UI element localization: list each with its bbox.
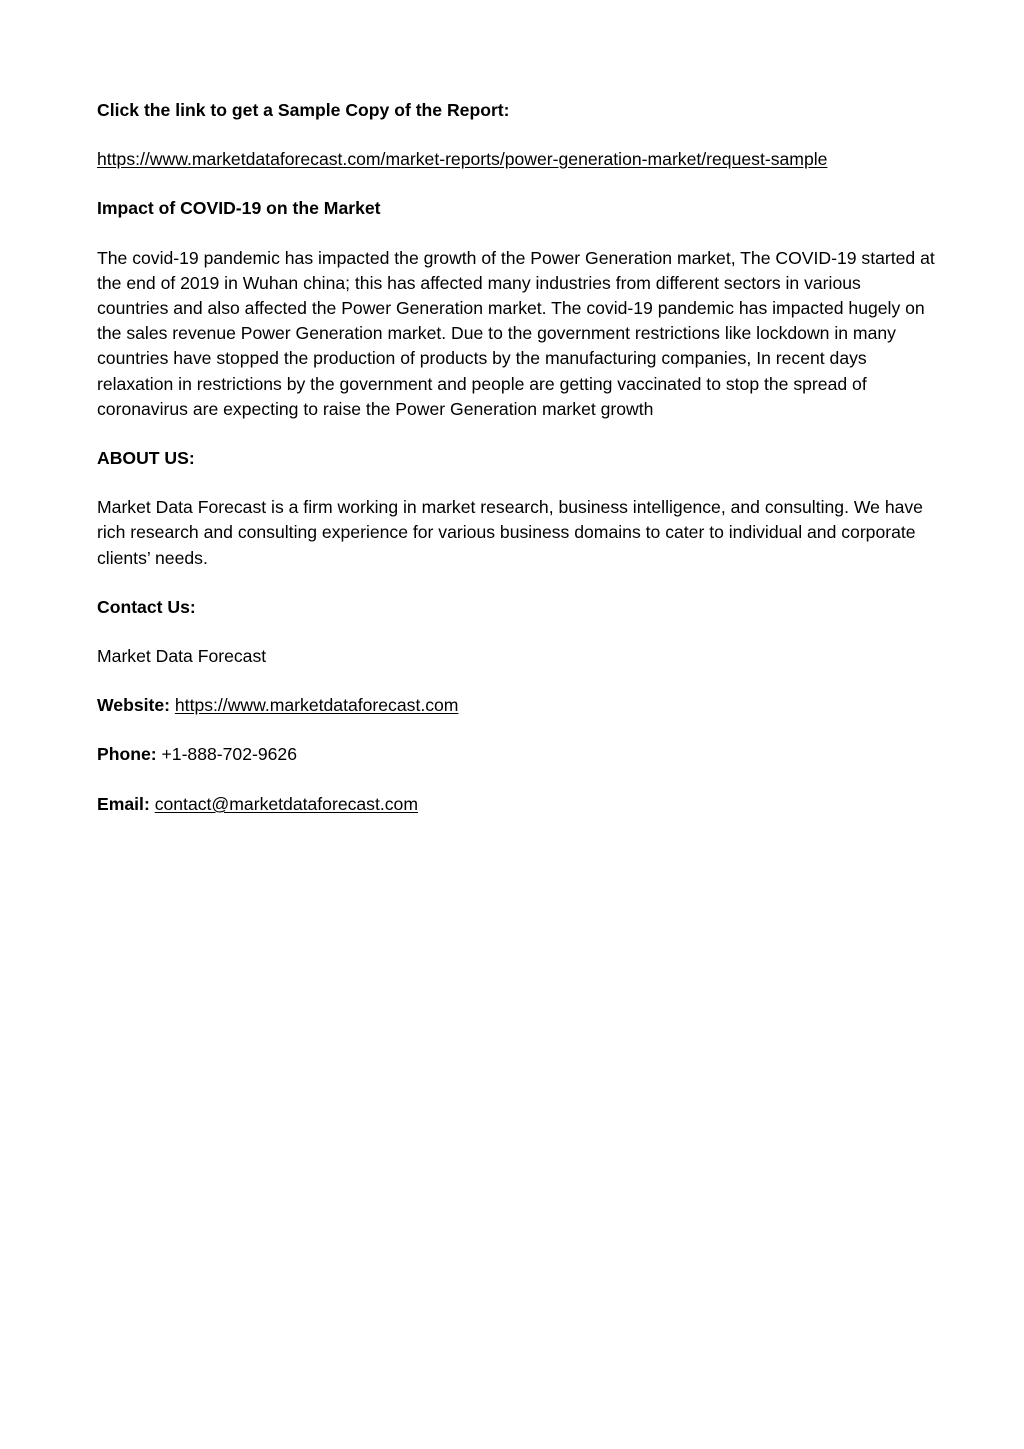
covid-heading: Impact of COVID-19 on the Market [97,198,381,219]
about-body: Market Data Forecast is a firm working in market research, business intelligence, and consulting. We have rich research and consulting experience for various business domains to cater to individual and corporate clients’ needs. [97,497,923,568]
covid-body: The covid-19 pandemic has impacted the growth of the Power Generation market, The COVID-19 started at the end of 2019 in Wuhan china; this has affected many industries from different sectors in various countries and also affected the Power Generation market. The covid-19 pandemic has impacted hugely on the sales revenue Power Generation market. Due to the government restrictions like lockdown in many countries have stopped the production of products by the manufacturing companies, In recent days relaxation in restrictions by the government and people are getting vaccinated to stop the spread of coronavirus are expecting to raise the Power Generation market growth [97,247,935,419]
sample-link-paragraph [97,147,937,172]
contact-email-line [97,792,937,817]
contact-company: Market Data Forecast [97,646,267,667]
contact-heading: Contact Us: [97,596,196,617]
contact-website-line [97,693,937,718]
document-page [97,98,937,841]
phone-label: Phone: [97,744,162,765]
contact-phone-line [97,742,937,767]
sample-request-link[interactable]: https://www.marketdataforecast.com/market-reports/power-generation-market/request-sample [97,149,828,170]
email-label: Email: [97,793,155,814]
about-heading: ABOUT US: [97,448,195,469]
sample-heading: Click the link to get a Sample Copy of the Report: [97,100,510,120]
website-link[interactable]: https://www.marketdataforecast.com [174,695,459,716]
website-label: Website: [97,695,175,716]
phone-value: +1-888-702-9626 [161,744,297,765]
email-link[interactable]: contact@marketdataforecast.com [154,793,418,814]
